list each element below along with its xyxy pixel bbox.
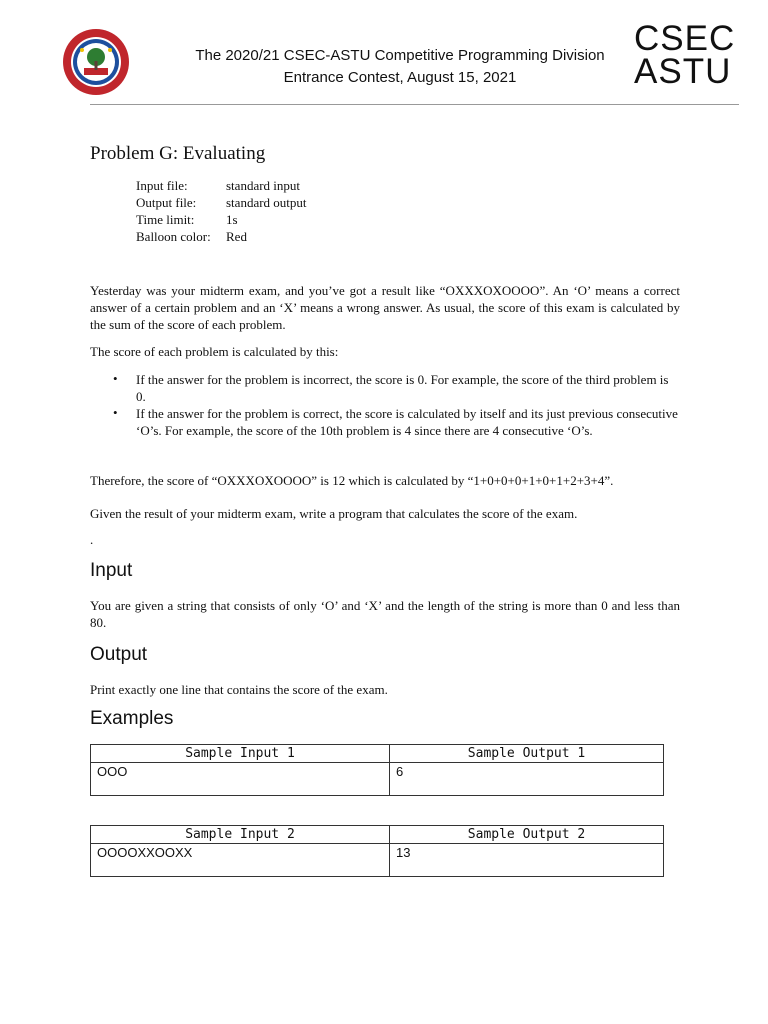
meta-key: Time limit:: [136, 212, 195, 227]
header-divider: [90, 104, 739, 105]
sample-output-value: 6: [390, 763, 664, 796]
sample-input-value: OOO: [91, 763, 390, 796]
sample-table-header-row: [91, 826, 664, 844]
meta-row-time-limit: [136, 212, 238, 228]
sample-output-header: Sample Output 2: [390, 826, 664, 844]
output-heading: Output: [90, 644, 148, 665]
logo-astu-text: ASTU: [634, 52, 732, 91]
meta-value: 1s: [226, 212, 238, 227]
meta-row-input-file: [136, 178, 300, 194]
bullet-item-correct: If the answer for the problem is correct, the score is calculated by itself and its just previous consecutive ‘O’s. For example, the score of the 10th problem is 4 since there are 4 consecutive ‘O’s.: [136, 406, 678, 438]
statement-paragraph-4: Given the result of your midterm exam, write a program that calculates the score of the exam.: [90, 506, 578, 521]
statement-paragraph-1: Yesterday was your midterm exam, and you’ve got a result like “OXXXOXOOOO”. An ‘O’ means a correct answer of a certain problem and an ‘X’ means a wrong answer. As usual, the score of this exam is calculated by the sum of the score of each problem.: [90, 283, 680, 332]
meta-key: Balloon color:: [136, 229, 211, 244]
stray-dot: .: [90, 532, 94, 547]
logo-csec-text: CSEC: [634, 19, 736, 58]
input-description: You are given a string that consists of only ‘O’ and ‘X’ and the length of the string is more than 0 and less than 80.: [90, 598, 680, 630]
sample-output-value: 13: [390, 844, 664, 877]
examples-heading: Examples: [90, 708, 174, 729]
bullet-icon: •: [113, 371, 118, 386]
meta-key: Input file:: [136, 178, 188, 193]
university-seal-logo: [62, 28, 130, 96]
meta-value: standard input: [226, 178, 301, 193]
sample-table-header-row: [91, 745, 664, 763]
sample-input-header: Sample Input 2: [91, 826, 390, 844]
csec-astu-logo: [634, 19, 736, 91]
bullet-icon: •: [113, 405, 118, 420]
sample-output-header: Sample Output 1: [390, 745, 664, 763]
sample-table-row: [91, 763, 664, 796]
problem-title: Problem G: Evaluating: [90, 143, 266, 164]
meta-value: standard output: [226, 195, 307, 210]
meta-row-balloon-color: [136, 229, 247, 245]
statement-paragraph-2: The score of each problem is calculated by this:: [90, 344, 339, 359]
input-heading: Input: [90, 560, 133, 581]
meta-row-output-file: [136, 195, 307, 211]
bullet-item-incorrect: If the answer for the problem is incorrect, the score is 0. For example, the score of the third problem is 0.: [136, 372, 669, 404]
output-description: Print exactly one line that contains the score of the exam.: [90, 682, 388, 697]
contest-title-line-1: The 2020/21 CSEC-ASTU Competitive Programming Division: [195, 47, 605, 64]
sample-table-row: [91, 844, 664, 877]
sample-table-2: [90, 825, 664, 877]
sample-input-value: OOOOXXOOXX: [91, 844, 390, 877]
statement-paragraph-3: Therefore, the score of “OXXXOXOOOO” is 12 which is calculated by “1+0+0+0+1+0+1+2+3+4”.: [90, 473, 614, 488]
meta-key: Output file:: [136, 195, 197, 210]
sample-table-1: [90, 744, 664, 796]
sample-input-header: Sample Input 1: [91, 745, 390, 763]
meta-value: Red: [226, 229, 247, 244]
contest-title-line-2: Entrance Contest, August 15, 2021: [283, 69, 517, 86]
